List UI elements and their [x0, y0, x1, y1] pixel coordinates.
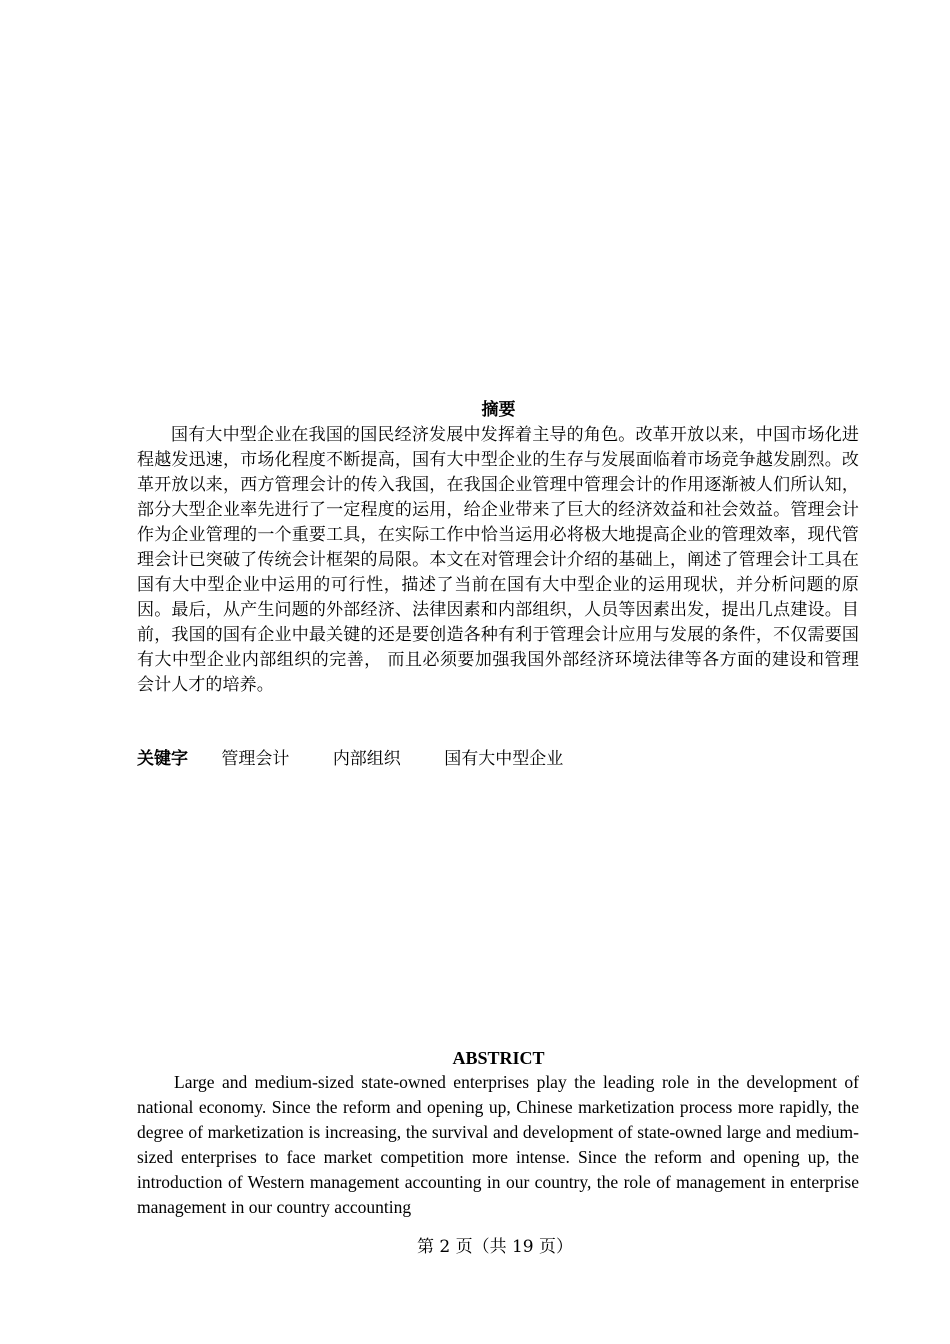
abstract-en-body: Large and medium-sized state-owned enterprises play the leading role in the development of national economy. Since the reform and opening up, Chinese marketization process more rapidly, the degree of marketization is increasing, the survival and development of state-owned large and medium-sized enterprises to face market competition more intense. Since the reform and opening up, the introduction of Western management accounting in our country, the role of management in enterprise management in our country accounting [137, 1072, 859, 1217]
keyword-item: 国有大中型企业 [444, 749, 564, 769]
abstract-cn-title: 摘要 [481, 400, 516, 420]
keywords-label: 关键字 [137, 749, 188, 769]
abstract-en-title: ABSTRICT [452, 1048, 545, 1068]
keywords-line [137, 747, 859, 771]
keyword-item: 内部组织 [332, 749, 401, 769]
page-footer: 第 2 页（共 19 页） [416, 1237, 574, 1257]
abstract-cn-body: 国有大中型企业在我国的国民经济发展中发挥着主导的角色。改革开放以来，中国市场化进程越发迅速，市场化程度不断提高，国有大中型企业的生存与发展面临着市场竞争越发剧烈。改革开放以来，西方管理会计的传入我国，在我国企业管理中管理会计的作用逐渐被人们所认知，部分大型企业率先进行了一定程度的运用，给企业带来了巨大的经济效益和社会效益。管理会计作为企业管理的一个重要工具，在实际工作中恰当运用必将极大地提高企业的管理效率，现代管理会计已突破了传统会计框架的局限。本文在对管理会计介绍的基础上，阐述了管理会计工具在国有大中型企业中运用的可行性，描述了当前在国有大中型企业的运用现状，并分析问题的原因。最后，从产生问题的外部经济、法律因素和内部组织，人员等因素出发，提出几点建设。目前，我国的国有企业中最关键的还是要创造各种有利于管理会计应用与发展的条件，不仅需要国有大中型企业内部组织的完善， 而且必须要加强我国外部经济环境法律等各方面的建设和管理会计人才的培养。 [137, 425, 859, 695]
keyword-item: 管理会计 [221, 749, 290, 769]
